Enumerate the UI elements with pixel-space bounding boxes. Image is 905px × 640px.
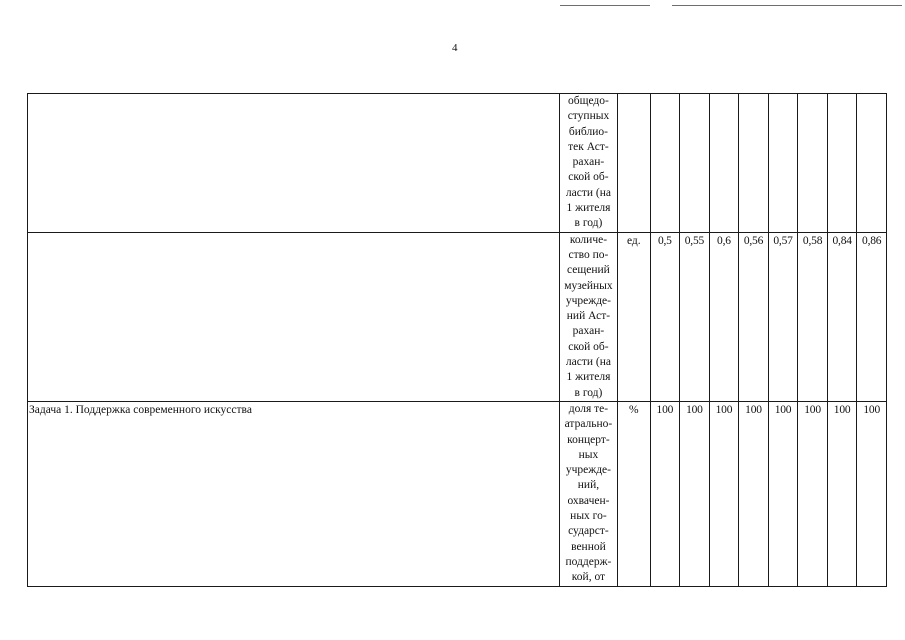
indicator-line: музейных xyxy=(564,279,613,292)
value-cell: 100 xyxy=(739,401,769,586)
value-cell xyxy=(857,94,887,233)
value-cell: 100 xyxy=(650,401,680,586)
indicator-line: учрежде- xyxy=(565,294,611,307)
value-cell: 100 xyxy=(680,401,710,586)
unit-cell xyxy=(617,94,650,233)
unit-cell: % xyxy=(617,401,650,586)
indicator-line: ласти (на xyxy=(565,356,611,369)
page-number: 4 xyxy=(452,42,458,54)
indicator-line: ской об- xyxy=(568,171,609,184)
indicator-line: поддерж- xyxy=(565,555,612,568)
indicator-line: сударст- xyxy=(568,525,609,538)
table-row xyxy=(28,94,887,233)
task-cell xyxy=(28,232,560,401)
indicator-line: ний, xyxy=(577,479,600,492)
indicator-line: ний Аст- xyxy=(566,310,611,323)
indicator-line: учрежде- xyxy=(565,464,611,477)
value-cell: 0,86 xyxy=(857,232,887,401)
indicator-line: ных xyxy=(578,448,599,461)
indicator-line: рахан- xyxy=(572,156,605,169)
indicator-line: доля те- xyxy=(568,402,609,415)
table-body xyxy=(28,94,887,587)
value-cell xyxy=(650,94,680,233)
indicator-line: сещений xyxy=(567,264,610,277)
indicator-line: ласти (на xyxy=(565,186,611,199)
scan-artifact-line xyxy=(560,5,650,6)
value-cell: 100 xyxy=(827,401,857,586)
value-cell xyxy=(739,94,769,233)
indicator-line: венной xyxy=(571,540,606,553)
value-cell: 0,55 xyxy=(680,232,710,401)
scan-artifact-line xyxy=(672,5,902,6)
indicator-line: библио- xyxy=(568,125,608,138)
task-cell: Задача 1. Поддержка современного искусства xyxy=(28,401,560,586)
value-cell xyxy=(709,94,739,233)
value-cell: 0,6 xyxy=(709,232,739,401)
value-cell: 0,5 xyxy=(650,232,680,401)
value-cell xyxy=(798,94,828,233)
value-cell xyxy=(827,94,857,233)
value-cell: 100 xyxy=(857,401,887,586)
indicator-cell xyxy=(559,232,617,401)
value-cell: 0,57 xyxy=(768,232,798,401)
value-cell xyxy=(680,94,710,233)
table-row xyxy=(28,232,887,401)
value-cell: 100 xyxy=(768,401,798,586)
indicator-line: ных го- xyxy=(570,510,607,523)
indicator-line: концерт- xyxy=(567,433,610,446)
task-cell xyxy=(28,94,560,233)
indicator-cell xyxy=(559,401,617,586)
indicators-table xyxy=(27,93,887,587)
indicator-line: в год) xyxy=(574,217,603,230)
indicator-line: ство по- xyxy=(568,248,609,261)
indicator-line: 1 жителя xyxy=(566,371,611,384)
value-cell xyxy=(768,94,798,233)
indicator-cell xyxy=(559,94,617,233)
value-cell: 100 xyxy=(798,401,828,586)
indicator-line: 1 жителя xyxy=(566,202,611,215)
unit-cell: ед. xyxy=(617,232,650,401)
value-cell: 0,58 xyxy=(798,232,828,401)
indicator-line: рахан- xyxy=(572,325,605,338)
indicator-line: количе- xyxy=(569,233,608,246)
value-cell: 100 xyxy=(709,401,739,586)
table-row xyxy=(28,401,887,586)
indicator-line: тек Аст- xyxy=(568,140,609,153)
indicator-line: общедо- xyxy=(568,95,609,107)
value-cell: 0,84 xyxy=(827,232,857,401)
indicator-line: атрально- xyxy=(564,418,613,431)
indicator-line: кой, от xyxy=(571,571,606,584)
indicator-line: в год) xyxy=(574,386,603,399)
indicator-line: ступных xyxy=(567,110,610,123)
indicator-line: ской об- xyxy=(568,340,609,353)
value-cell: 0,56 xyxy=(739,232,769,401)
indicator-line: охвачен- xyxy=(567,494,610,507)
